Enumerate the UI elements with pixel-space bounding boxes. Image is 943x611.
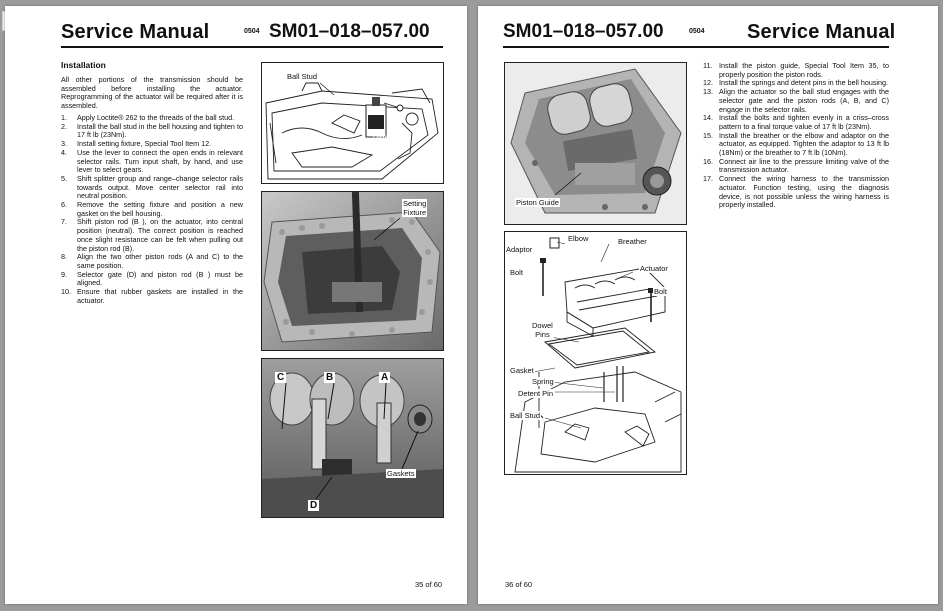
step-number: 15. — [703, 130, 713, 140]
step-number: 16. — [703, 156, 713, 166]
step-number: 14. — [703, 113, 713, 123]
label-detent-pin: Detent Pin — [518, 389, 554, 398]
page-number: 36 of 60 — [505, 580, 533, 589]
step-number: 7. — [61, 217, 67, 227]
page-title: Service Manual — [747, 21, 896, 43]
step-text: Install the springs and detent pins in the bell housing. — [719, 78, 889, 88]
step-item — [61, 201, 243, 218]
label-ball-stud: Ball Stud — [510, 411, 541, 420]
step-text: Use the lever to connect the open ends in relevant selector rails. Turn input shaft, by hand, and use lever to select gears. — [77, 147, 243, 175]
label-gaskets: Gaskets — [387, 469, 415, 478]
step-list — [703, 62, 889, 210]
label-a: A — [381, 372, 389, 383]
ball-stud-drawing — [262, 63, 443, 183]
page-number: 35 of 60 — [415, 580, 443, 589]
page-36 — [478, 6, 938, 604]
step-text: Connect air line to the pressure limiting valve of the transmission actuator. — [719, 156, 889, 175]
step-list — [61, 114, 243, 305]
step-text: Align the two other piston rods (A and C) to the same position. — [77, 252, 243, 270]
label-bolt-right: Bolt — [654, 287, 667, 296]
step-text: Selector gate (D) and piston rod (B ) must be aligned. — [77, 269, 243, 288]
revision-code: 0504 — [244, 28, 260, 35]
revision-code: 0504 — [689, 28, 705, 35]
step-text: Install the piston guide, Special Tool Item 35, to properly position the piston rods. — [719, 61, 889, 79]
header-rule — [503, 46, 889, 48]
header-rule — [61, 46, 443, 48]
step-text: Connect the wiring harness to the transmission actuator. Function testing, using the diagnosis device, is not possible unless the wiring harness is properly installed. — [719, 174, 889, 210]
step-item — [61, 175, 243, 201]
section-heading: Installation — [61, 60, 106, 70]
step-text: Install the breather or the elbow and adaptor on the actuator, as equipped. Tighten the adaptor to 13 ft lb (18Nm) or the breather to 7 ft lb (10Nm). — [719, 130, 889, 158]
label-spring: Spring — [532, 377, 554, 386]
step-item — [61, 123, 243, 140]
step-number: 13. — [703, 87, 713, 97]
label-breather: Breather — [618, 237, 647, 246]
step-text: Install the ball stud in the bell housing and tighten to 17 ft lb (23Nm). — [77, 121, 243, 140]
step-item — [61, 288, 243, 305]
label-dowel-pins: Dowel Pins — [532, 321, 553, 339]
step-item — [61, 253, 243, 270]
step-number: 10. — [61, 287, 71, 297]
step-text: Shift piston rod (B ), on the actuator, into central position (neutral). The correct position is reached once slight resistance can be felt when pulling out the piston rod (B). — [77, 217, 243, 253]
piston-rods-photo — [262, 359, 443, 517]
label-c: C — [277, 372, 285, 383]
step-text: Remove the setting fixture and position a new gasket on the bell housing. — [77, 200, 243, 218]
page-title: Service Manual — [61, 21, 210, 43]
step-text: Apply Loctite® 262 to the threads of the ball stud. — [77, 113, 235, 122]
step-item — [61, 149, 243, 175]
step-number: 4. — [61, 147, 67, 157]
page-35 — [5, 6, 467, 604]
step-item — [703, 88, 889, 114]
step-item — [703, 158, 889, 175]
document-number: SM01–018–057.00 — [269, 21, 430, 42]
step-number: 9. — [61, 269, 67, 279]
document-number: SM01–018–057.00 — [503, 21, 664, 42]
label-piston-guide: Piston Guide — [516, 198, 559, 207]
step-text: Shift splitter group and range–change selector rails towards output. Move center selector rail into neutral position. — [77, 173, 243, 201]
label-elbow: Elbow — [568, 234, 589, 243]
step-number: 8. — [61, 252, 67, 262]
step-number: 2. — [61, 121, 67, 131]
step-item — [703, 114, 889, 131]
step-number: 17. — [703, 174, 713, 184]
step-item — [703, 175, 889, 210]
step-text: Install setting fixture, Special Tool Item 12. — [77, 139, 212, 149]
label-actuator: Actuator — [640, 264, 668, 273]
piston-rods-figure — [261, 358, 444, 518]
label-adaptor: Adaptor — [506, 245, 533, 254]
label-setting-fixture: Setting Fixture — [403, 199, 427, 217]
label-ball-stud: Ball Stud — [287, 72, 318, 81]
loctite-bottle-label: Loctite 262 — [372, 135, 392, 147]
step-text: Ensure that rubber gaskets are installed in the actuator. — [77, 287, 243, 305]
intro-paragraph: All other portions of the transmission should be assembled before installing the actuator. Reprogramming of the actuator will be required after it is assembled. — [61, 75, 243, 111]
label-b: B — [326, 372, 334, 383]
step-item — [703, 132, 889, 158]
label-gasket: Gasket — [510, 366, 534, 375]
step-number: 11. — [703, 61, 713, 70]
actuator-exploded-figure — [504, 231, 687, 475]
ball-stud-figure — [261, 62, 444, 184]
step-number: 3. — [61, 139, 67, 149]
step-text: Install the bolts and tighten evenly in a criss–cross pattern to a final torque value of 17 ft lb (23Nm). — [719, 113, 889, 131]
label-bolt-left: Bolt — [510, 268, 523, 277]
step-item — [61, 271, 243, 288]
step-number: 6. — [61, 200, 67, 210]
step-number: 5. — [61, 173, 67, 183]
setting-fixture-figure — [261, 191, 444, 351]
piston-guide-figure — [504, 62, 687, 225]
step-number: 1. — [61, 113, 67, 122]
step-item — [61, 218, 243, 253]
step-item — [703, 62, 889, 79]
label-d: D — [310, 500, 318, 511]
step-text: Align the actuator so the ball stud engages with the selector gate and the piston rods (A, B, and C) engage in the selector rails. — [719, 87, 889, 114]
step-number: 12. — [703, 78, 713, 88]
